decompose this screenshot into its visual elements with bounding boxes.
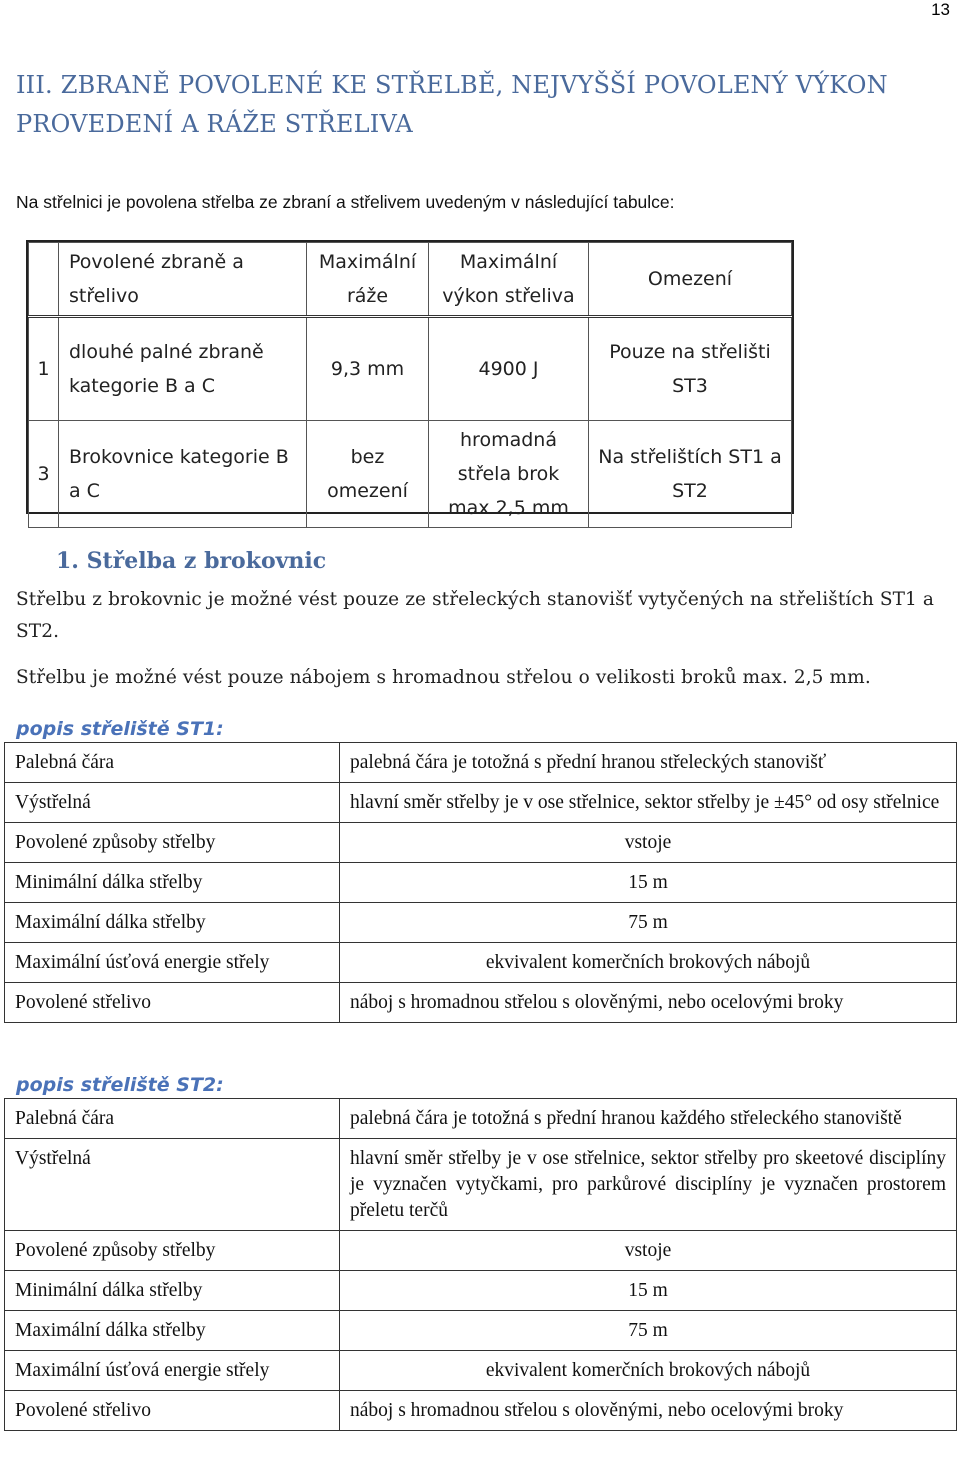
row-value: palebná čára je totožná s přední hranou střeleckých stanovišť	[340, 743, 957, 783]
table-row	[5, 823, 957, 863]
row-label: Minimální dálka střelby	[5, 863, 340, 903]
overview-header-cell: Maximální ráže	[307, 243, 429, 317]
row-label: Maximální dálka střelby	[5, 903, 340, 943]
section-paragraph-2: Střelbu je možné vést pouze nábojem s hromadnou střelou o velikosti broků max. 2,5 mm.	[16, 667, 871, 688]
row-label: Povolené způsoby střelby	[5, 823, 340, 863]
page-number: 13	[931, 0, 950, 19]
overview-header-cell: Povolené zbraně a střelivo	[59, 243, 307, 317]
row-value: ekvivalent komerčních brokových nábojů	[340, 1351, 957, 1391]
table-row	[5, 1139, 957, 1231]
section-title: 1. Střelba z brokovnic	[56, 548, 327, 574]
intro-text: Na střelnici je povolena střelba ze zbraní a střelivem uvedeným v následující tabulce:	[16, 192, 675, 212]
overview-table-image	[26, 240, 794, 519]
table-row	[5, 943, 957, 983]
table-row	[5, 1231, 957, 1271]
row-label: Výstřelná	[5, 783, 340, 823]
overview-cell: Brokovnice kategorie B a C	[59, 421, 307, 528]
overview-cell: hromadná střela brok max 2,5 mm	[429, 421, 589, 528]
row-value: hlavní směr střelby je v ose střelnice, sektor střelby je ±45° od osy střelnice	[340, 783, 957, 823]
row-value: vstoje	[340, 1231, 957, 1271]
st2-table-body	[5, 1099, 957, 1431]
row-label: Povolené střelivo	[5, 1391, 340, 1431]
table-row	[5, 983, 957, 1023]
row-value: 15 m	[340, 863, 957, 903]
overview-cell: 1	[29, 317, 59, 421]
overview-row	[29, 421, 792, 528]
overview-header-cell: Maximální výkon střeliva	[429, 243, 589, 317]
table-row	[5, 1271, 957, 1311]
row-label: Výstřelná	[5, 1139, 340, 1231]
overview-cell: bez omezení	[307, 421, 429, 528]
row-label: Maximální úsťová energie střely	[5, 1351, 340, 1391]
table-row	[5, 743, 957, 783]
row-label: Povolené střelivo	[5, 983, 340, 1023]
row-label: Maximální úsťová energie střely	[5, 943, 340, 983]
overview-header-cell: Omezení	[589, 243, 792, 317]
chapter-heading-line-2: PROVEDENÍ A RÁŽE STŘELIVA	[16, 110, 413, 138]
overview-cell: Pouze na střelišti ST3	[589, 317, 792, 421]
st2-table	[4, 1098, 957, 1431]
row-value: hlavní směr střelby je v ose střelnice, sektor střelby pro skeetové disciplíny je vyznačen vytyčkami, pro parkůrové disciplíny je vyznačen prostorem přeletu terčů	[340, 1139, 957, 1231]
overview-header-cell	[29, 243, 59, 317]
row-label: Maximální dálka střelby	[5, 1311, 340, 1351]
table-row	[5, 1351, 957, 1391]
overview-cell: 9,3 mm	[307, 317, 429, 421]
row-value: 75 m	[340, 903, 957, 943]
table-row	[5, 1311, 957, 1351]
row-label: Palebná čára	[5, 1099, 340, 1139]
row-label: Palebná čára	[5, 743, 340, 783]
overview-table	[28, 242, 792, 528]
st1-caption: popis střeliště ST1:	[16, 718, 224, 740]
row-value: palebná čára je totožná s přední hranou každého střeleckého stanoviště	[340, 1099, 957, 1139]
row-value: ekvivalent komerčních brokových nábojů	[340, 943, 957, 983]
st1-table	[4, 742, 957, 1023]
st2-caption: popis střeliště ST2:	[16, 1074, 224, 1096]
row-value: náboj s hromadnou střelou s olověnými, nebo ocelovými broky	[340, 983, 957, 1023]
table-row	[5, 1391, 957, 1431]
table-row	[5, 863, 957, 903]
overview-cell: 3	[29, 421, 59, 528]
row-label: Minimální dálka střelby	[5, 1271, 340, 1311]
st1-table-body	[5, 743, 957, 1023]
table-row	[5, 1099, 957, 1139]
row-label: Povolené způsoby střelby	[5, 1231, 340, 1271]
overview-header-row	[29, 243, 792, 317]
table-row	[5, 903, 957, 943]
row-value: náboj s hromadnou střelou s olověnými, nebo ocelovými broky	[340, 1391, 957, 1431]
row-value: 15 m	[340, 1271, 957, 1311]
overview-cell: 4900 J	[429, 317, 589, 421]
overview-cell: Na střelištích ST1 a ST2	[589, 421, 792, 528]
overview-row	[29, 317, 792, 421]
overview-cell: dlouhé palné zbraně kategorie B a C	[59, 317, 307, 421]
row-value: vstoje	[340, 823, 957, 863]
row-value: 75 m	[340, 1311, 957, 1351]
chapter-heading	[16, 66, 936, 144]
chapter-heading-line-1: III. ZBRANĚ POVOLENÉ KE STŘELBĚ, NEJVYŠŠÍ POVOLENÝ VÝKON	[16, 71, 888, 99]
table-row	[5, 783, 957, 823]
section-paragraph-1: Střelbu z brokovnic je možné vést pouze ze střeleckých stanovišť vytyčených na střelištích ST1 a ST2.	[16, 589, 935, 642]
